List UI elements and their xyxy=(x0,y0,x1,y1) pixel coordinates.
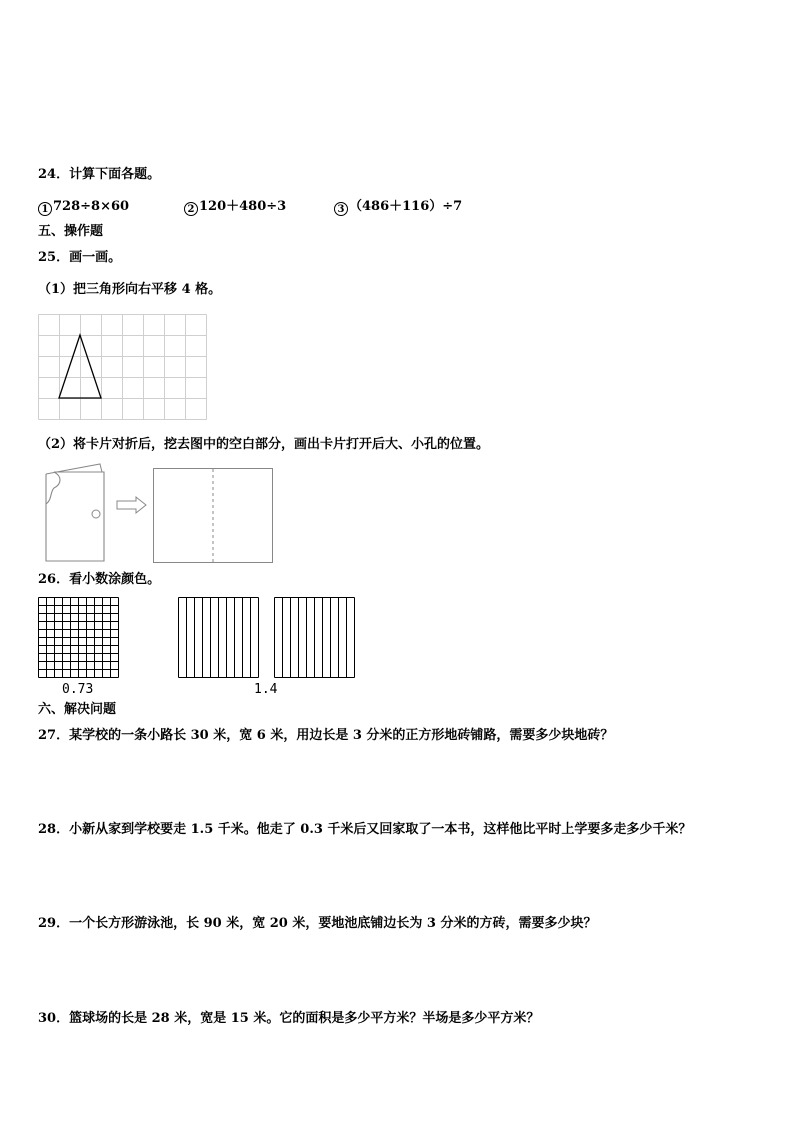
question-28-title: 28．小新从家到学校要走 1.5 千米。他走了 0.3 千米后又回家取了一本书，这样他比平时上学要多走多少千米？ xyxy=(38,822,692,837)
triangle-grid xyxy=(38,314,208,420)
hundred-square-grid xyxy=(38,597,119,678)
question-25-part-2: （2）将卡片对折后，挖去图中的空白部分，画出卡片打开后大、小孔的位置。 xyxy=(38,437,490,452)
question-24-title: 24．计算下面各题。 xyxy=(38,167,161,182)
tenth-strip-grid-1 xyxy=(178,597,259,678)
expression: 728÷8×60 xyxy=(53,199,130,214)
question-27-title: 27．某学校的一条小路长 30 米，宽 6 米，用边长是 3 分米的正方形地砖铺路，需要多少块地砖？ xyxy=(38,728,614,743)
q24-item-2 xyxy=(184,199,286,216)
question-30-title: 30．篮球场的长是 28 米，宽是 15 米。它的面积是多少平方米？半场是多少平方米？ xyxy=(38,1011,540,1026)
decimal-label-2: 1.4 xyxy=(254,682,278,697)
question-29-title: 29．一个长方形游泳池，长 90 米，宽 20 米，要地池底铺边长为 3 分米的方砖，需要多少块？ xyxy=(38,916,597,931)
section-6-title: 六、解决问题 xyxy=(38,702,117,717)
question-26-title: 26．看小数涂颜色。 xyxy=(38,572,161,587)
circled-number: 1 xyxy=(38,202,52,216)
question-25-part-1: （1）把三角形向右平移 4 格。 xyxy=(38,282,222,297)
opened-card xyxy=(153,468,274,564)
expression: 120＋480÷3 xyxy=(199,199,287,214)
right-arrow-icon xyxy=(116,496,148,514)
q24-item-1 xyxy=(38,199,129,216)
q24-item-3 xyxy=(334,199,462,216)
expression: （486＋116）÷7 xyxy=(349,199,463,214)
section-5-title: 五、操作题 xyxy=(38,224,104,239)
folded-card xyxy=(42,462,107,564)
tenth-strip-grid-2 xyxy=(274,597,355,678)
circled-number: 3 xyxy=(334,202,348,216)
small-hole xyxy=(92,510,100,518)
decimal-label-1: 0.73 xyxy=(62,682,94,697)
circled-number: 2 xyxy=(184,202,198,216)
question-25-title: 25．画一画。 xyxy=(38,250,122,265)
